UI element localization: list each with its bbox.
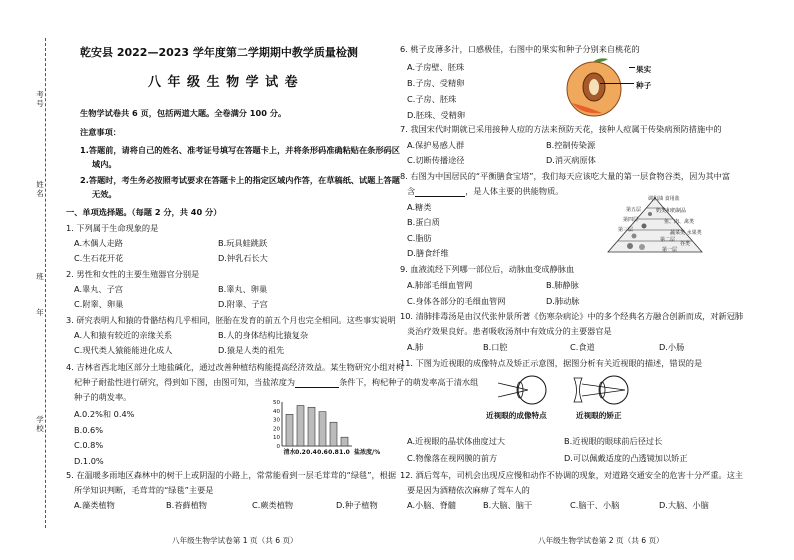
x-tick-label: 0.2: [295, 449, 306, 456]
q1-option-c: C.生石花开花: [74, 253, 124, 263]
exam-no-label: 考号: [36, 90, 44, 108]
pyramid-level1-label: 谷类: [680, 241, 691, 247]
pyramid-layer4: 第四层: [623, 217, 639, 223]
y-tick-label: 50: [273, 400, 280, 406]
notice-title: 注意事项：: [80, 127, 121, 137]
myopia-imaging-figure: [498, 374, 560, 406]
fruit-label: 果实: [636, 65, 652, 74]
q4-stem-2: 杞种子耐盐性进行研究，得到如下图，由图可知，当盐浓度为 条件下，枸杞种子的萌发率高于清水组: [74, 377, 479, 387]
q10-option-d: D.小肠: [659, 342, 685, 352]
q2-option-c: C.附睾、卵巢: [74, 299, 124, 309]
seed-leader-line: [600, 83, 634, 84]
footer-left: 八年级生物学试卷第 1 页（共 6 页）: [172, 536, 298, 545]
q9-option-b: B.肺静脉: [546, 280, 579, 290]
q8-stem-2: 含 ，是人体主要的供能物质。: [407, 186, 564, 196]
germination-bar-chart: [266, 394, 406, 458]
y-tick-label: 10: [273, 435, 280, 442]
x-tick-label: 0.6: [317, 449, 328, 456]
q5-stem-2: 所学知识判断，毛茸茸的“绿毯”主要是: [74, 485, 214, 495]
class-label: 班: [36, 272, 44, 281]
q8-stem: 8. 右图为中国居民的“平衡膳食宝塔”，我们每天应该吃大量的第一层食物谷类，因为其中富: [400, 171, 731, 181]
q11-option-b: B.近视眼的眼球前后径过长: [564, 436, 663, 446]
q3-option-c: C.现代类人猿能能进化成人: [74, 345, 173, 355]
pyramid-level2-label: 蔬菜类 水果类: [670, 230, 702, 236]
y-tick-label: 30: [273, 417, 280, 424]
binding-line: [45, 38, 46, 528]
food-pyramid-figure: [600, 196, 710, 254]
q12-stem-2: 要是因为酒精依次麻痹了驾车人的: [407, 485, 530, 495]
school-label: 学校: [36, 415, 44, 433]
q12-option-b: B.大脑、脑干: [483, 500, 533, 510]
fruit-leader-line: [629, 67, 635, 68]
q3-option-a: A.人和猿有较近的亲缘关系: [74, 330, 173, 340]
page-title: 乾安县 2022—2023 学年度第二学期期中教学质量检测: [80, 46, 358, 59]
q8-option-a: A.糖类: [407, 202, 432, 212]
q5-option-a: A.藻类植物: [74, 500, 115, 510]
q3-option-b: B.人的身体结构比猿复杂: [218, 330, 309, 340]
q8-option-d: D.膳食纤维: [407, 248, 449, 258]
q11-option-a: A.近视眼的晶状体曲度过大: [407, 436, 506, 446]
q4-option-b: B.0.6%: [74, 425, 104, 435]
q4-option-d: D.1.0%: [74, 456, 104, 466]
notice-1b: 域内。: [92, 159, 117, 169]
bar-0.8: [330, 422, 337, 446]
y-tick-label: 40: [273, 408, 280, 415]
q10-option-a: A.肺: [407, 342, 424, 352]
q12-option-c: C.脑干、小脑: [570, 500, 620, 510]
q9-option-a: A.肺部毛细血管网: [407, 280, 473, 290]
q1-option-b: B.玩具蛙跳跃: [218, 238, 268, 248]
q2-option-a: A.睾丸、子宫: [74, 284, 123, 294]
bar-0.2: [297, 406, 304, 446]
myopia-correction-caption: 近视眼的矫正: [576, 411, 622, 420]
grade-label: 年: [36, 308, 44, 317]
q7-option-d: D.消灭病原体: [546, 155, 596, 165]
notice-2: 2.答题时，考生务必按照考试要求在答题卡上的指定区域内作答，在草稿纸、试题上答题: [80, 175, 400, 185]
intro-line: 生物学试卷共 6 页，包括两道大题。全卷满分 100 分。: [80, 108, 287, 118]
q1-stem: 1. 下列属于生命现象的是: [66, 223, 159, 233]
bar-0.4: [308, 407, 315, 446]
q11-option-d: D.可以佩戴适度的凸透镜加以矫正: [564, 453, 688, 463]
y-tick-label: 20: [273, 426, 280, 433]
q6-option-c: C.子房、胚珠: [407, 94, 457, 104]
q8-option-b: B.蛋白质: [407, 217, 440, 227]
notice-1: 1.答题前，请将自己的姓名、准考证号填写在答题卡上，并将条形码准确粘贴在条形码区: [80, 145, 400, 155]
q8-option-c: C.脂肪: [407, 233, 432, 243]
footer-right: 八年级生物学试卷第 2 页（共 6 页）: [538, 536, 664, 545]
q3-stem: 3. 研究表明人和猿的骨骼结构几乎相同，胚胎在发育的前五个月也完全相同。这些事实说明: [66, 315, 396, 325]
q4-stem-3: 种子的萌发率。: [74, 392, 132, 402]
q9-option-d: D.肺动脉: [546, 296, 580, 306]
x-tick-label: 0.8: [328, 449, 339, 456]
q5-option-b: B.苔藓植物: [166, 500, 207, 510]
q5-option-c: C.蕨类植物: [252, 500, 294, 510]
q4-option-c: C.0.8%: [74, 440, 104, 450]
q3-option-d: D.猿是人类的祖先: [218, 345, 285, 355]
bar-1.0: [341, 437, 348, 446]
y-tick-label: 0: [276, 444, 280, 450]
q7-option-c: C.切断传播途径: [407, 155, 465, 165]
page-subtitle: 八 年 级 生 物 学 试 卷: [148, 75, 299, 90]
x-axis-label: 盐浓度/%: [354, 449, 381, 456]
q10-stem-2: 炎治疗效果良好。患者吸收汤剂中有效成分的主要器官是: [407, 326, 612, 336]
q1-option-a: A.木偶人走路: [74, 238, 123, 248]
pyramid-level4-label: 奶类和奶制品: [656, 208, 687, 214]
q5-stem: 5. 在温暖多雨地区森林中的树干上或阴湿的小路上，常常能看到一层毛茸茸的“绿毯”，根据: [66, 470, 397, 480]
q6-option-a: A.子房壁、胚珠: [407, 62, 465, 72]
pyramid-level3-label: 鱼、肉、禽类: [664, 219, 695, 225]
x-tick-label: 清水: [283, 449, 296, 456]
name-label: 姓名: [36, 180, 44, 198]
q9-option-c: C.身体各部分的毛细血管网: [407, 296, 506, 306]
q7-stem: 7. 我国宋代时期就已采用接种人痘的方法来预防天花，接种人痘属于传染病预防措施中的: [400, 124, 722, 134]
q4-option-a: A.0.2%和 0.4%: [74, 409, 135, 419]
q10-option-c: C.食道: [570, 342, 595, 352]
q1-option-d: D.钟乳石长大: [218, 253, 268, 263]
q2-option-d: D.附睾、子宫: [218, 299, 268, 309]
q4-stem: 4. 吉林省西北地区部分土地盐碱化，通过改善种植结构能提高经济效益。某生物研究小组对枸: [66, 362, 404, 372]
bar-清水: [286, 414, 293, 446]
q6-stem: 6. 桃子皮薄多汁，口感极佳，右图中的果实和种子分别来自桃花的: [400, 44, 640, 54]
pyramid-level5-label: 调和油 食用盐: [648, 196, 680, 202]
pyramid-layer5: 第五层: [626, 207, 642, 213]
q5-option-d: D.种子植物: [336, 500, 378, 510]
q10-stem: 10. 清肺排毒汤是由汉代张仲景所著《伤寒杂病论》中的多个经典名方融合创新而成，对新冠肺: [400, 311, 744, 321]
q10-option-b: B.口腔: [483, 342, 508, 352]
q2-stem: 2. 男性和女性的主要生殖器官分别是: [66, 269, 200, 279]
peach-cross-section-figure: [558, 57, 630, 119]
q6-option-d: D.胚珠、受精卵: [407, 110, 466, 120]
bar-0.6: [319, 412, 326, 446]
q12-option-d: D.大脑、小脑: [659, 500, 709, 510]
q7-option-b: B.控制传染源: [546, 140, 596, 150]
q6-option-b: B.子房、受精卵: [407, 78, 465, 88]
myopia-imaging-caption: 近视眼的成像特点: [486, 411, 547, 420]
x-tick-label: 0.4: [306, 449, 317, 456]
myopia-correction-figure: [570, 374, 642, 406]
q12-stem: 12. 酒后驾车，司机会出现反应慢和动作不协调的现象，对道路交通安全的危害十分严重。这主: [400, 470, 744, 480]
pyramid-layer2: 第二层: [660, 237, 676, 243]
section-heading: 一、单项选择题。（每题 2 分，共 40 分）: [66, 207, 222, 217]
seed-label: 种子: [636, 81, 652, 90]
q7-option-a: A.保护易感人群: [407, 140, 465, 150]
q11-stem: 11. 下图为近视眼的成像特点及矫正示意图，据图分析有关近视眼的描述，错误的是: [400, 358, 703, 368]
q9-stem: 9. 血液流经下列哪一部位后，动脉血变成静脉血: [400, 264, 575, 274]
pyramid-layer1: 第一层: [662, 247, 678, 253]
x-tick-label: 1.0: [339, 449, 350, 456]
q11-option-c: C.物像落在视网膜的前方: [407, 453, 498, 463]
pyramid-layer3: 第三层: [618, 227, 634, 233]
q2-option-b: B.睾丸、卵巢: [218, 284, 268, 294]
notice-2b: 无效。: [92, 189, 117, 199]
q12-option-a: A.小脑、脊髓: [407, 500, 456, 510]
